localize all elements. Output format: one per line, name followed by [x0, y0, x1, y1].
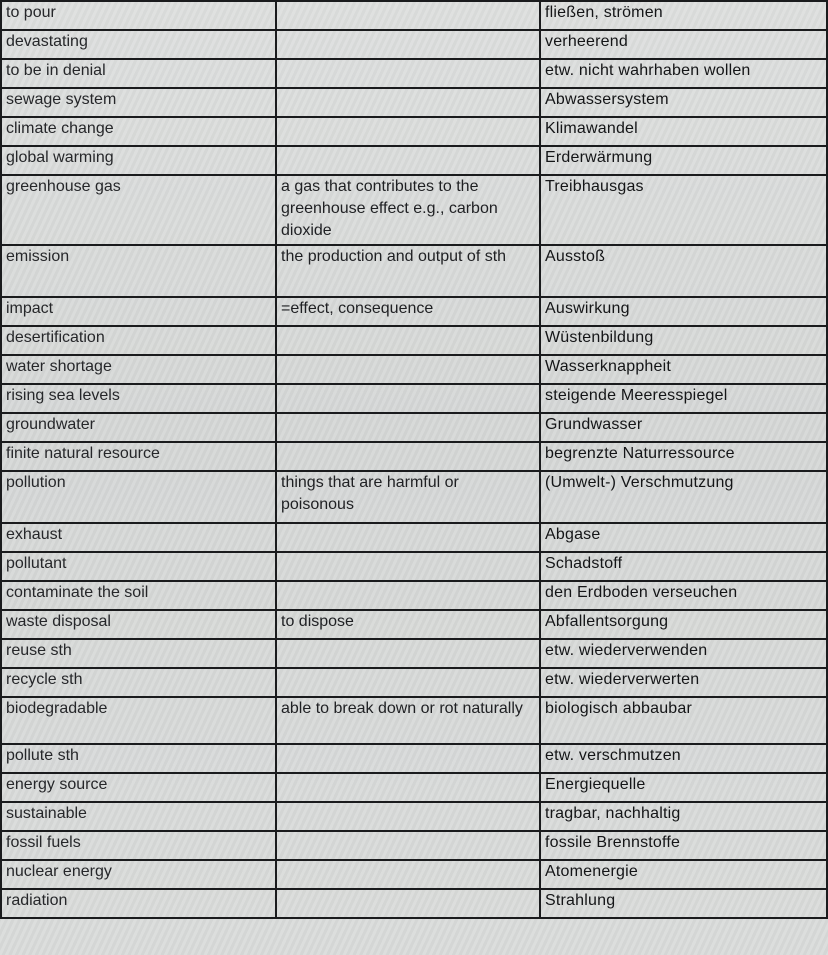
german-translation: etw. wiederverwenden [540, 639, 827, 668]
english-term: reuse sth [1, 639, 276, 668]
english-term: to pour [1, 1, 276, 30]
english-term: pollution [1, 471, 276, 523]
definition [276, 355, 540, 384]
english-term: biodegradable [1, 697, 276, 744]
english-term: desertification [1, 326, 276, 355]
english-term: contaminate the soil [1, 581, 276, 610]
english-term: exhaust [1, 523, 276, 552]
english-term: emission [1, 245, 276, 297]
german-translation: etw. wiederverwerten [540, 668, 827, 697]
definition [276, 860, 540, 889]
german-translation: (Umwelt-) Verschmutzung [540, 471, 827, 523]
definition [276, 88, 540, 117]
english-term: devastating [1, 30, 276, 59]
german-translation: Auswirkung [540, 297, 827, 326]
vocab-row [1, 88, 827, 117]
english-term: groundwater [1, 413, 276, 442]
german-translation: Erderwärmung [540, 146, 827, 175]
german-translation: Ausstoß [540, 245, 827, 297]
vocab-row [1, 117, 827, 146]
definition [276, 581, 540, 610]
english-term: radiation [1, 889, 276, 918]
vocab-row [1, 59, 827, 88]
german-translation: fossile Brennstoffe [540, 831, 827, 860]
english-term: waste disposal [1, 610, 276, 639]
german-translation: tragbar, nachhaltig [540, 802, 827, 831]
vocab-row [1, 639, 827, 668]
vocab-row [1, 245, 827, 297]
german-translation: Energiequelle [540, 773, 827, 802]
german-translation: Abgase [540, 523, 827, 552]
definition: the production and output of sth [276, 245, 540, 297]
vocab-row [1, 355, 827, 384]
definition [276, 1, 540, 30]
german-translation: Abwassersystem [540, 88, 827, 117]
vocab-row [1, 471, 827, 523]
german-translation: Wüstenbildung [540, 326, 827, 355]
german-translation: etw. nicht wahrhaben wollen [540, 59, 827, 88]
definition [276, 146, 540, 175]
vocab-row [1, 326, 827, 355]
german-translation: Abfallentsorgung [540, 610, 827, 639]
english-term: sewage system [1, 88, 276, 117]
definition [276, 384, 540, 413]
vocabulary-table-body [1, 1, 827, 918]
vocab-row [1, 146, 827, 175]
english-term: nuclear energy [1, 860, 276, 889]
definition: able to break down or rot naturally [276, 697, 540, 744]
definition [276, 889, 540, 918]
vocab-row [1, 297, 827, 326]
english-term: impact [1, 297, 276, 326]
german-translation: fließen, strömen [540, 1, 827, 30]
definition: things that are harmful or poisonous [276, 471, 540, 523]
german-translation: etw. verschmutzen [540, 744, 827, 773]
english-term: water shortage [1, 355, 276, 384]
definition [276, 744, 540, 773]
german-translation: biologisch abbaubar [540, 697, 827, 744]
english-term: greenhouse gas [1, 175, 276, 245]
vocab-row [1, 668, 827, 697]
german-translation: Schadstoff [540, 552, 827, 581]
definition [276, 117, 540, 146]
german-translation: Klimawandel [540, 117, 827, 146]
definition [276, 523, 540, 552]
german-translation: Atomenergie [540, 860, 827, 889]
english-term: to be in denial [1, 59, 276, 88]
definition [276, 802, 540, 831]
vocab-row [1, 773, 827, 802]
english-term: sustainable [1, 802, 276, 831]
vocab-row [1, 581, 827, 610]
vocab-row [1, 552, 827, 581]
german-translation: Wasserknappheit [540, 355, 827, 384]
german-translation: begrenzte Naturressource [540, 442, 827, 471]
german-translation: verheerend [540, 30, 827, 59]
german-translation: steigende Meeresspiegel [540, 384, 827, 413]
definition: a gas that contributes to the greenhouse effect e.g., carbon dioxide [276, 175, 540, 245]
english-term: finite natural resource [1, 442, 276, 471]
english-term: recycle sth [1, 668, 276, 697]
english-term: rising sea levels [1, 384, 276, 413]
vocab-row [1, 384, 827, 413]
definition [276, 326, 540, 355]
vocab-row [1, 175, 827, 245]
german-translation: den Erdboden verseuchen [540, 581, 827, 610]
definition: to dispose [276, 610, 540, 639]
english-term: fossil fuels [1, 831, 276, 860]
english-term: pollutant [1, 552, 276, 581]
english-term: energy source [1, 773, 276, 802]
definition [276, 668, 540, 697]
definition [276, 639, 540, 668]
vocab-row [1, 442, 827, 471]
definition [276, 831, 540, 860]
definition [276, 442, 540, 471]
vocab-row [1, 831, 827, 860]
definition [276, 773, 540, 802]
vocab-row [1, 413, 827, 442]
definition [276, 552, 540, 581]
english-term: climate change [1, 117, 276, 146]
vocab-row [1, 1, 827, 30]
german-translation: Strahlung [540, 889, 827, 918]
german-translation: Grundwasser [540, 413, 827, 442]
definition [276, 30, 540, 59]
vocab-row [1, 30, 827, 59]
german-translation: Treibhausgas [540, 175, 827, 245]
vocab-row [1, 610, 827, 639]
english-term: pollute sth [1, 744, 276, 773]
definition: =effect, consequence [276, 297, 540, 326]
vocab-row [1, 889, 827, 918]
vocab-row [1, 860, 827, 889]
vocab-row [1, 697, 827, 744]
definition [276, 59, 540, 88]
vocab-row [1, 523, 827, 552]
definition [276, 413, 540, 442]
english-term: global warming [1, 146, 276, 175]
vocab-row [1, 802, 827, 831]
vocab-row [1, 744, 827, 773]
